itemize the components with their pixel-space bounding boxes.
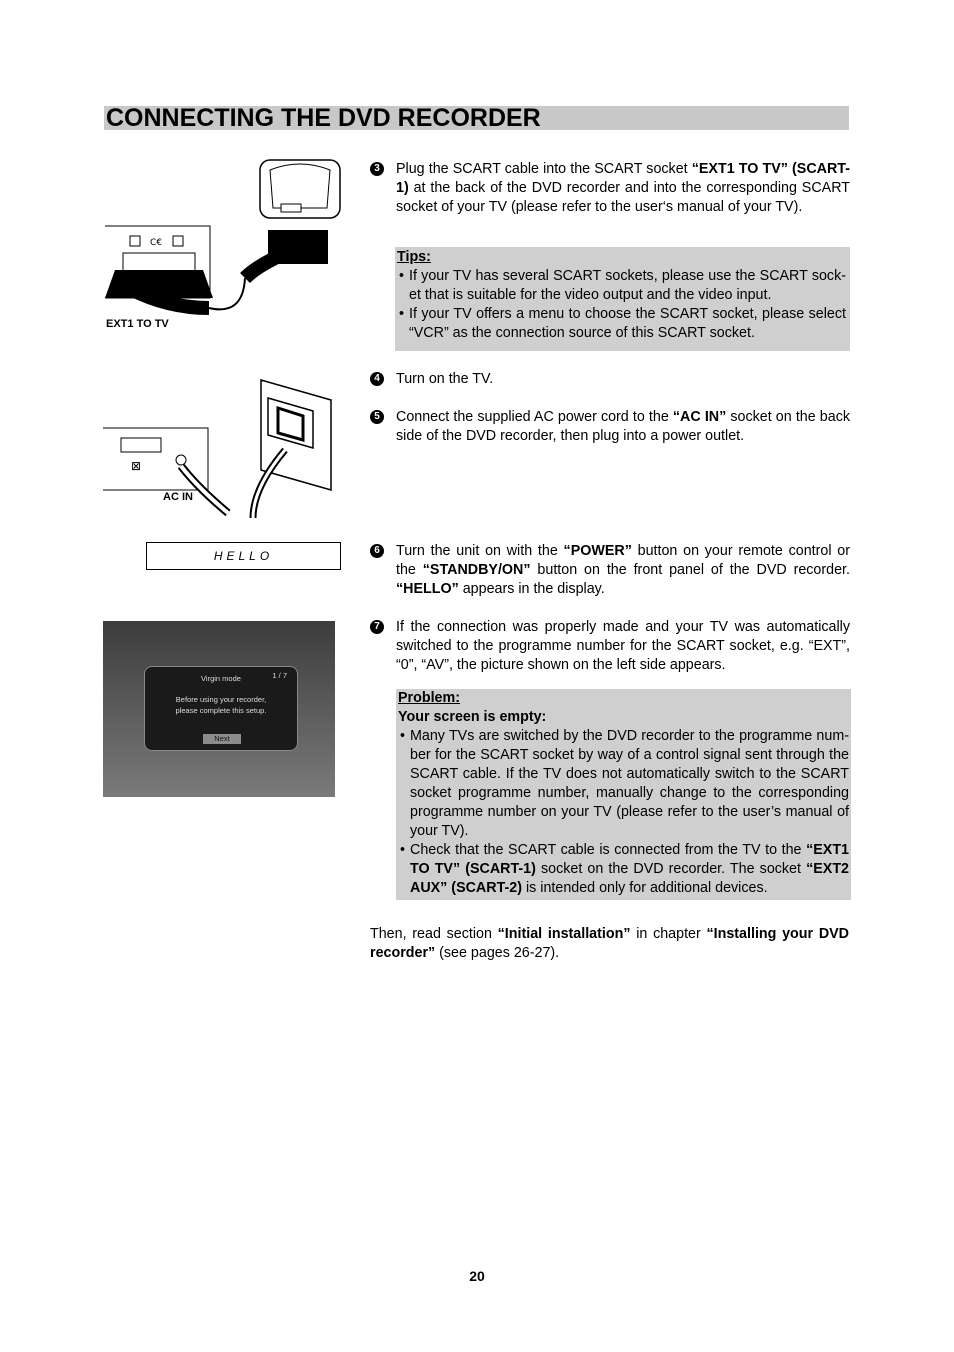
text-run: Then, read section	[370, 926, 498, 942]
text-run: (see pages 26-27).	[435, 945, 560, 961]
tips-header: Tips:	[397, 249, 431, 265]
tips-item	[397, 267, 846, 305]
text-run: Connect the supplied AC power cord to the	[396, 409, 673, 425]
scart-caption: EXT1 TO TV	[106, 318, 169, 330]
text-run: Turn the unit on with the	[396, 543, 564, 559]
title-bar	[104, 106, 849, 130]
text-run: socket on the back side of the DVD recorder, then plug into a power outlet.	[396, 409, 851, 444]
scart-connection-illustration	[105, 158, 345, 323]
osd-title: Virgin mode	[201, 674, 241, 683]
bold-text: “EXT1 TO TV” (SCART-1)	[396, 161, 850, 196]
step-6	[370, 542, 850, 599]
bold-text: “POWER”	[563, 543, 632, 559]
osd-message-line1: Before using your recorder,	[175, 695, 267, 704]
closing-paragraph	[370, 925, 849, 963]
step-5	[370, 408, 850, 446]
bold-text: “STANDBY/ON”	[422, 562, 531, 578]
text-run: at the back of the DVD recorder and into the corresponding SCART socket of your TV (please refer to the user‘s manual of your TV).	[396, 180, 850, 215]
text-run: socket on the DVD recorder. The socket	[535, 861, 807, 877]
problem-subheader: Your screen is empty:	[398, 709, 547, 725]
step-number: 6	[370, 544, 384, 558]
osd-next-button: Next	[203, 734, 241, 744]
osd-message	[145, 694, 297, 716]
tv-screen-figure	[103, 621, 335, 797]
text-run: Many TVs are switched by the DVD recorder to the programme num-ber for the SCART socket by way of a control signal sent through the SCART cable. If the TV does not automatically switch to the SCART socket programme number, manually change to the corresponding programme number on your TV (please refer to the user’s manual of your TV).	[410, 728, 849, 839]
osd-message-line2: please complete this setup.	[175, 706, 267, 715]
ac-in-illustration	[103, 378, 335, 523]
text-run: Check that the SCART cable is connected from the TV to the	[410, 842, 807, 858]
step-4	[370, 370, 850, 389]
bold-text: “Installing your DVD recorder”	[370, 926, 850, 961]
problem-box	[396, 689, 851, 900]
step-number: 4	[370, 372, 384, 386]
hello-display: HELLO	[146, 542, 341, 570]
step-7	[370, 618, 850, 675]
bold-text: “HELLO”	[396, 581, 459, 597]
step-text	[396, 542, 850, 599]
text-run: button on your remote control or the	[396, 543, 850, 578]
text-run: If your TV has several SCART sockets, please use the SCART sock-et that is suitable for the video output and the video input.	[409, 268, 846, 303]
text-run: If your TV offers a menu to choose the SCART socket, please select “VCR” as the connection source of this SCART socket.	[409, 306, 846, 341]
bold-text: “AC IN”	[672, 409, 727, 425]
osd-dialog	[144, 666, 298, 751]
osd-page-indicator: 1 / 7	[272, 671, 287, 680]
text-run: in chapter	[630, 926, 707, 942]
text-run: If the connection was properly made and your TV was automatically switched to the programme number for the SCART socket, e.g. “EXT”, “0”, “AV”, the picture shown on the left side appears.	[396, 619, 850, 673]
acin-caption: AC IN	[163, 491, 193, 503]
tips-box	[395, 247, 850, 351]
bold-text: “EXT2 AUX” (SCART-2)	[410, 861, 849, 896]
svg-text:C€: C€	[150, 238, 163, 248]
text-run: appears in the display.	[458, 581, 605, 597]
page-number: 20	[469, 1268, 485, 1284]
step-text	[396, 408, 850, 446]
step-text	[396, 160, 850, 217]
problem-item	[398, 841, 849, 898]
text-run: is intended only for additional devices.	[522, 880, 768, 896]
bold-text: “EXT1 TO TV” (SCART-1)	[410, 842, 849, 877]
text-run: button on the front panel of the DVD recorder.	[530, 562, 850, 578]
text-run: Plug the SCART cable into the SCART socket	[396, 161, 692, 177]
bold-text: “Initial installation”	[497, 926, 631, 942]
step-3	[370, 160, 850, 217]
step-number: 3	[370, 162, 384, 176]
step-number: 7	[370, 620, 384, 634]
svg-text:⊠: ⊠	[131, 459, 142, 473]
page-title: CONNECTING THE DVD RECORDER	[106, 104, 541, 132]
text-run: Turn on the TV.	[396, 371, 494, 387]
step-text	[396, 370, 850, 389]
tips-item	[397, 305, 846, 343]
step-text	[396, 618, 850, 675]
problem-item	[398, 727, 849, 841]
step-number: 5	[370, 410, 384, 424]
problem-header: Problem:	[398, 690, 460, 706]
